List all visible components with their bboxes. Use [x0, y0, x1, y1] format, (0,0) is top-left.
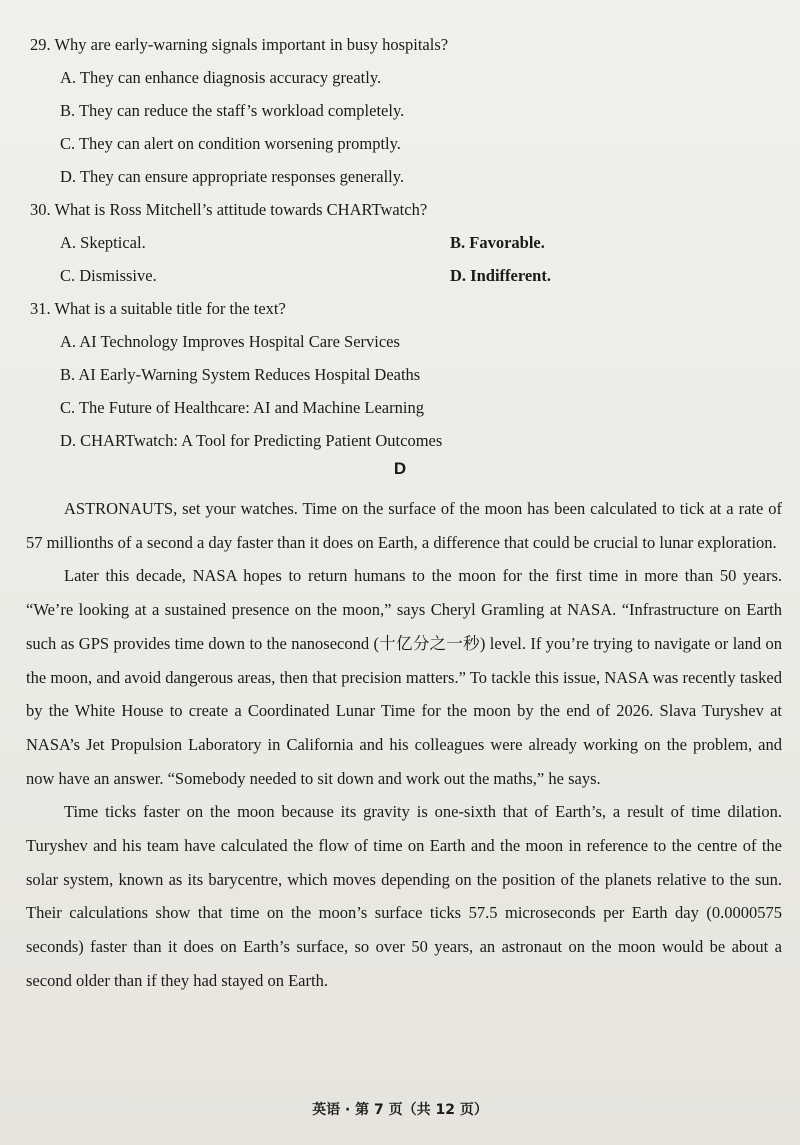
paragraph-2: Later this decade, NASA hopes to return humans to the moon for the first time in more than 50 years. “We’re looking at a sustained presence on the moon,” says Cheryl Gramling at NASA. “Infrastructure on Earth such as GPS provides time down to the nanosecond (十亿分之一秒) level. If you’re trying to navigate or land on the moon, and avoid dangerous areas, then that precision matters.” To tackle this issue, NASA was recently tasked by the White House to create a Coordinated Lunar Time for the moon by the end of 2026. Slava Turyshev at NASA’s Jet Propulsion Laboratory in California and his colleagues were already working on the problem, and now have an answer. “Somebody needed to sit down and work out the maths,” he says.	[26, 566, 782, 788]
reading-passage	[26, 492, 782, 998]
question-29	[30, 28, 790, 193]
option-row	[30, 226, 790, 259]
option-a: A. Skeptical.	[60, 233, 146, 252]
question-stem: 30. What is Ross Mitchell’s attitude towards CHARTwatch?	[30, 200, 428, 219]
option-row	[30, 259, 790, 292]
paragraph-1: ASTRONAUTS, set your watches. Time on the surface of the moon has been calculated to tick at a rate of 57 millionths of a second a day faster than it does on Earth, a difference that could be crucial to lunar exploration.	[26, 499, 782, 552]
question-30	[30, 193, 790, 292]
option-a: A. They can enhance diagnosis accuracy greatly.	[60, 68, 382, 87]
option-b: B. They can reduce the staff’s workload completely.	[60, 101, 405, 120]
option-c: C. The Future of Healthcare: AI and Machine Learning	[60, 398, 424, 417]
question-stem: 29. Why are early-warning signals important in busy hospitals?	[30, 35, 449, 54]
section-heading: D	[393, 459, 407, 478]
option-b: B. AI Early-Warning System Reduces Hospital Deaths	[60, 365, 421, 384]
option-d: D. Indifferent.	[450, 266, 551, 285]
option-c: C. They can alert on condition worsening promptly.	[60, 134, 401, 153]
option-b: B. Favorable.	[450, 233, 545, 252]
question-stem: 31. What is a suitable title for the text?	[30, 299, 286, 318]
paragraph-3: Time ticks faster on the moon because its gravity is one-sixth that of Earth’s, a result of time dilation. Turyshev and his team have calculated the flow of time on Earth and the moon in reference to the centre of the solar system, known as its barycentre, which moves depending on the position of the planets relative to the sun. Their calculations show that time on the moon’s surface ticks 57.5 microseconds per Earth day (0.0000575 seconds) faster than it does on Earth’s surface, so over 50 years, an astronaut on the moon would be about a second older than if they had stayed on Earth.	[26, 802, 782, 990]
option-d: D. CHARTwatch: A Tool for Predicting Patient Outcomes	[60, 431, 443, 450]
option-c: C. Dismissive.	[60, 266, 157, 285]
page-footer: 英语 · 第 7 页（共 12 页）	[312, 1102, 488, 1118]
question-31	[30, 292, 790, 457]
option-d: D. They can ensure appropriate responses generally.	[60, 167, 405, 186]
option-a: A. AI Technology Improves Hospital Care Services	[60, 332, 400, 351]
